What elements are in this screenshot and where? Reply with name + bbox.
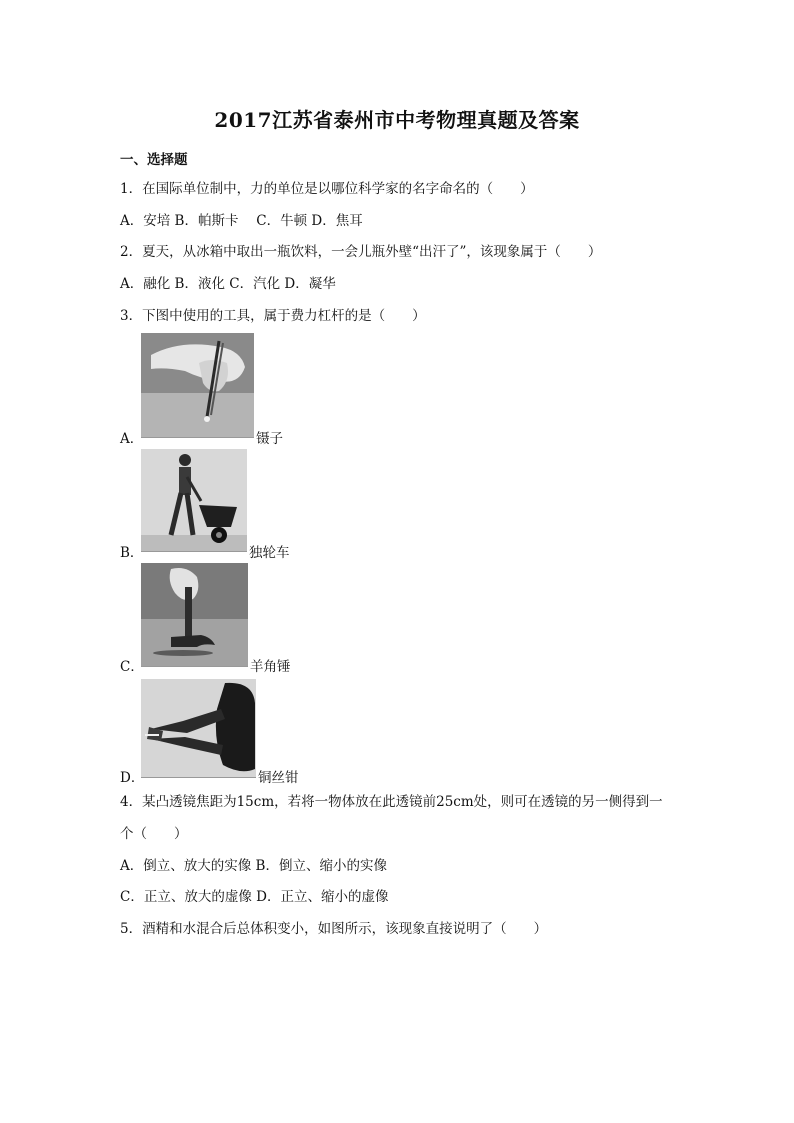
option-d-letter: D． <box>120 770 145 786</box>
page-title: 2017江苏省泰州市中考物理真题及答案 <box>214 108 580 132</box>
option-b-caption: 独轮车 <box>249 545 290 561</box>
tweezers-photo <box>141 333 254 438</box>
section-heading: 一、选择题 <box>120 152 188 168</box>
question-2-options: A．融化 B．液化 C．汽化 D．凝华 <box>120 276 336 292</box>
wire-pliers-photo <box>141 679 256 778</box>
question-2-stem: 2．夏天，从冰箱中取出一瓶饮料，一会儿瓶外壁“出汗了”，该现象属于（ ） <box>120 244 602 260</box>
question-4-stem-line1: 4．某凸透镜焦距为15cm，若将一物体放在此透镜前25cm处，则可在透镜的另一侧得到一 <box>120 794 663 810</box>
option-b-letter: B． <box>120 545 144 561</box>
claw-hammer-photo <box>141 563 248 667</box>
option-c-letter: C． <box>120 659 144 675</box>
question-4-stem-line2: 个（ ） <box>120 826 188 842</box>
question-1-stem: 1．在国际单位制中，力的单位是以哪位科学家的名字命名的（ ） <box>120 181 534 197</box>
question-4-options-line2: C．正立、放大的虚像 D．正立、缩小的虚像 <box>120 889 389 905</box>
question-1-options: A．安培 B．帕斯卡 C．牛顿 D．焦耳 <box>120 213 363 229</box>
option-c-caption: 羊角锤 <box>250 659 291 675</box>
wheelbarrow-photo <box>141 449 247 552</box>
option-a-caption: 镊子 <box>256 431 283 447</box>
option-d-caption: 铜丝钳 <box>258 770 299 786</box>
question-3-stem: 3．下图中使用的工具，属于费力杠杆的是（ ） <box>120 308 426 324</box>
option-a-letter: A． <box>120 431 144 447</box>
question-5-stem: 5．酒精和水混合后总体积变小，如图所示，该现象直接说明了（ ） <box>120 921 548 937</box>
question-4-options-line1: A．倒立、放大的实像 B．倒立、缩小的实像 <box>120 858 387 874</box>
